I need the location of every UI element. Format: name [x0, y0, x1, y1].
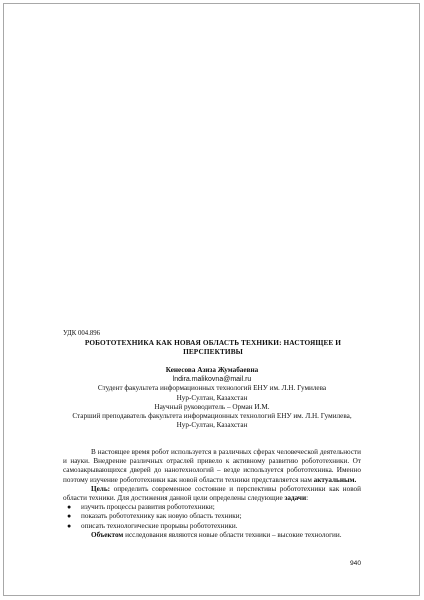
page-number: 940 — [350, 560, 362, 567]
list-item — [63, 503, 361, 512]
intro-text: В настоящее время робот используется в различных сферах человеческой деятельности и науки. Внедрение различных отраслей привело к активному развитию робототехники. От самозакрывающихся дверей до нанотехнологий – везде используется робототехника. Именно поэтому изучение робототехники как новой области техники представляется нам — [63, 448, 361, 484]
object-paragraph — [63, 531, 361, 540]
object-text: исследования являются новые области техники – высокие технологии. — [123, 530, 342, 539]
author-position: Студент факультета информационных технологий ЕНУ им. Л.Н. Гумилева — [97, 384, 327, 393]
intro-emphasis: актуальным. — [313, 475, 357, 484]
author-city: Нур-Султан, Казахстан — [176, 393, 248, 402]
author-block — [62, 366, 362, 430]
task-text: показать робототехнику как новую область техники; — [81, 512, 242, 521]
task-text: описать технологические прорывы робототехники. — [81, 521, 238, 530]
goal-paragraph: Цель: определить современное состояние и перспективы робототехники как новой области техники. Для достижения данной цели определены следующие задачи: — [63, 484, 361, 503]
supervisor-position: Старший преподаватель факультета информационных технологий ЕНУ им. Л.Н. Гумилева, — [72, 412, 352, 421]
author-email[interactable]: lndira.malikovna@mail.ru — [172, 376, 252, 384]
goal-text: определить современное состояние и перспективы робототехники как новой области техники. Для достижения данной цели определены следующие — [63, 484, 361, 503]
intro-paragraph — [63, 448, 361, 485]
task-text: изучить процессы развития робототехники; — [81, 503, 215, 512]
list-item — [63, 512, 361, 521]
supervisor-line: Научный руководитель – Орман И.М. — [154, 402, 270, 411]
udc-code: УДК 004.896 — [63, 330, 101, 337]
goal-label: Цель: — [91, 484, 111, 493]
bullet-icon: ● — [67, 503, 72, 512]
tasks-list — [63, 503, 361, 531]
bullet-icon: ● — [67, 512, 72, 521]
article-title: РОБОТОТЕХНИКА КАК НОВАЯ ОБЛАСТЬ ТЕХНИКИ: НАСТОЯЩЕЕ И ПЕРСПЕКТИВЫ — [84, 338, 342, 357]
list-item — [63, 522, 361, 531]
author-name: Кенесова Азиза Жумабаевна — [165, 366, 259, 374]
supervisor-city: Нур-Султан, Казахстан — [176, 421, 248, 430]
article-body — [63, 448, 361, 540]
bullet-icon: ● — [67, 521, 72, 530]
object-label: Объектом — [91, 530, 124, 539]
tasks-label: задачи — [284, 494, 307, 503]
